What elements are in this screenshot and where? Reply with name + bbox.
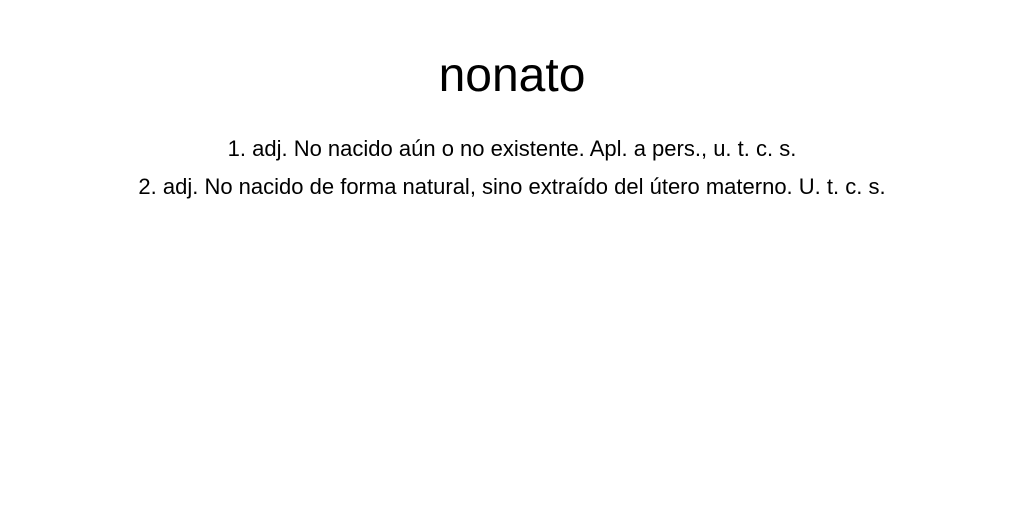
headword: nonato [438,49,586,102]
definition-2: 2. adj. No nacido de forma natural, sino extraído del útero materno. U. t. c. s. [138,174,886,199]
definition-list [0,130,1024,206]
definition-1: 1. adj. No nacido aún o no existente. Apl. a pers., u. t. c. s. [227,136,797,161]
